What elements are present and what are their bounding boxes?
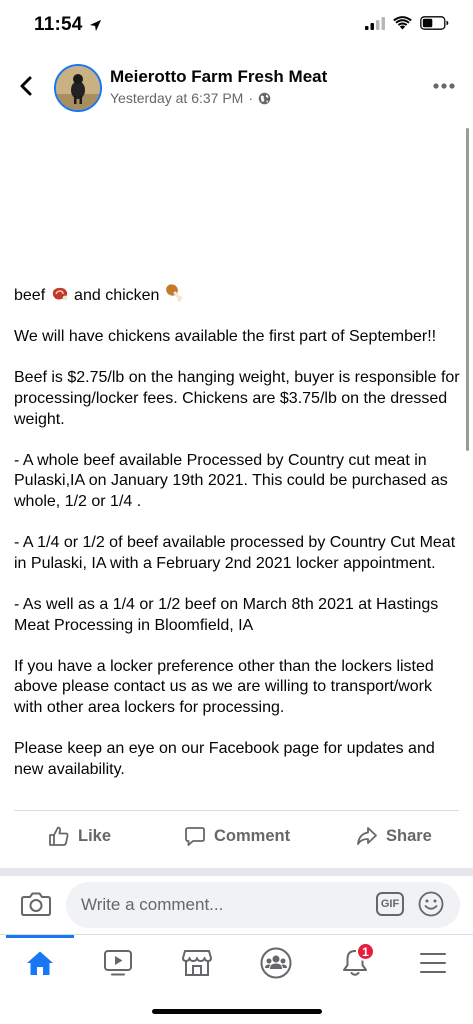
active-tab-indicator xyxy=(6,935,74,938)
back-arrow-icon xyxy=(18,75,34,97)
post-text: beef xyxy=(14,287,46,304)
chicken-leg-emoji-icon xyxy=(164,283,184,303)
meat-emoji-icon xyxy=(50,285,70,303)
gif-button[interactable]: GIF xyxy=(376,892,404,916)
tab-home[interactable] xyxy=(20,945,60,981)
hamburger-menu-icon xyxy=(420,952,446,974)
video-icon xyxy=(103,949,133,977)
post-paragraph: We will have chickens available the first part of September!! xyxy=(14,328,437,346)
post-body xyxy=(14,283,460,780)
clock-text: 11:54 xyxy=(34,14,83,35)
post-paragraph: - A whole beef available Processed by Country cut meat in Pulaski,IA on January 19th 2021. This could be purchased as whole, 1/2 or 1/4 . xyxy=(14,451,448,510)
section-separator xyxy=(0,868,473,876)
cellular-signal-icon xyxy=(365,17,385,30)
tab-marketplace[interactable] xyxy=(177,945,217,981)
post-header xyxy=(0,52,473,124)
status-bar xyxy=(0,0,473,50)
more-options-button[interactable] xyxy=(431,76,457,96)
tab-watch[interactable] xyxy=(98,945,138,981)
groups-icon xyxy=(260,947,292,979)
emoji-button[interactable] xyxy=(418,891,444,917)
avatar-photo-icon xyxy=(56,66,100,110)
post-paragraph: If you have a locker preference other than the lockers listed above please contact us as we are willing to transport/work with other area lockers for processing. xyxy=(14,657,434,716)
smiley-icon xyxy=(418,891,444,917)
page-avatar[interactable] xyxy=(54,64,102,112)
post-paragraph: Please keep an eye on our Facebook page for updates and new availability. xyxy=(14,740,435,778)
post-meta xyxy=(110,90,271,106)
post-paragraph xyxy=(14,283,460,307)
post-text: and chicken xyxy=(74,287,160,304)
tab-menu[interactable] xyxy=(413,945,453,981)
tab-notifications[interactable] xyxy=(335,945,375,981)
meta-separator: · xyxy=(248,90,254,106)
back-button[interactable] xyxy=(12,72,40,100)
camera-button[interactable] xyxy=(20,890,52,920)
share-label: Share xyxy=(386,826,432,845)
wifi-icon xyxy=(393,16,412,30)
page-name[interactable]: Meierotto Farm Fresh Meat xyxy=(110,67,328,86)
home-icon xyxy=(26,950,54,976)
thumbs-up-icon xyxy=(48,825,70,847)
post-paragraph: - A 1/4 or 1/2 of beef available processed by Country Cut Meat in Pulaski, IA with a February 2nd 2021 locker appointment. xyxy=(14,534,456,572)
post-paragraph: - As well as a 1/4 or 1/2 beef on March 8th 2021 at Hastings Meat Processing in Bloomfield, IA xyxy=(14,595,439,634)
tab-groups[interactable] xyxy=(256,945,296,981)
comment-button[interactable] xyxy=(184,820,290,852)
share-button[interactable] xyxy=(356,820,432,852)
comment-bar xyxy=(0,880,473,932)
like-button[interactable] xyxy=(48,820,111,852)
more-dots-icon xyxy=(433,83,455,89)
bottom-tab-bar xyxy=(0,934,473,990)
post-actions xyxy=(0,820,473,852)
battery-icon xyxy=(420,16,449,30)
actions-divider xyxy=(14,810,459,811)
status-time xyxy=(34,14,102,36)
post-paragraph: Beef is $2.75/lb on the hanging weight, buyer is responsible for processing/locker fees. Chickens are $3.75/lb on the dressed weight. xyxy=(14,369,460,428)
like-label: Like xyxy=(78,826,112,845)
scrollbar[interactable] xyxy=(466,128,469,451)
globe-icon xyxy=(258,92,271,105)
location-arrow-icon xyxy=(89,19,102,32)
speech-bubble-icon xyxy=(184,825,206,847)
post-timestamp[interactable]: Yesterday at 6:37 PM xyxy=(110,90,244,106)
notifications-badge: 1 xyxy=(356,942,375,961)
marketplace-icon xyxy=(182,949,212,977)
comment-label: Comment xyxy=(214,826,291,845)
home-indicator[interactable] xyxy=(152,1009,322,1014)
status-icons xyxy=(365,16,449,30)
share-arrow-icon xyxy=(356,825,378,847)
camera-icon xyxy=(20,890,52,918)
